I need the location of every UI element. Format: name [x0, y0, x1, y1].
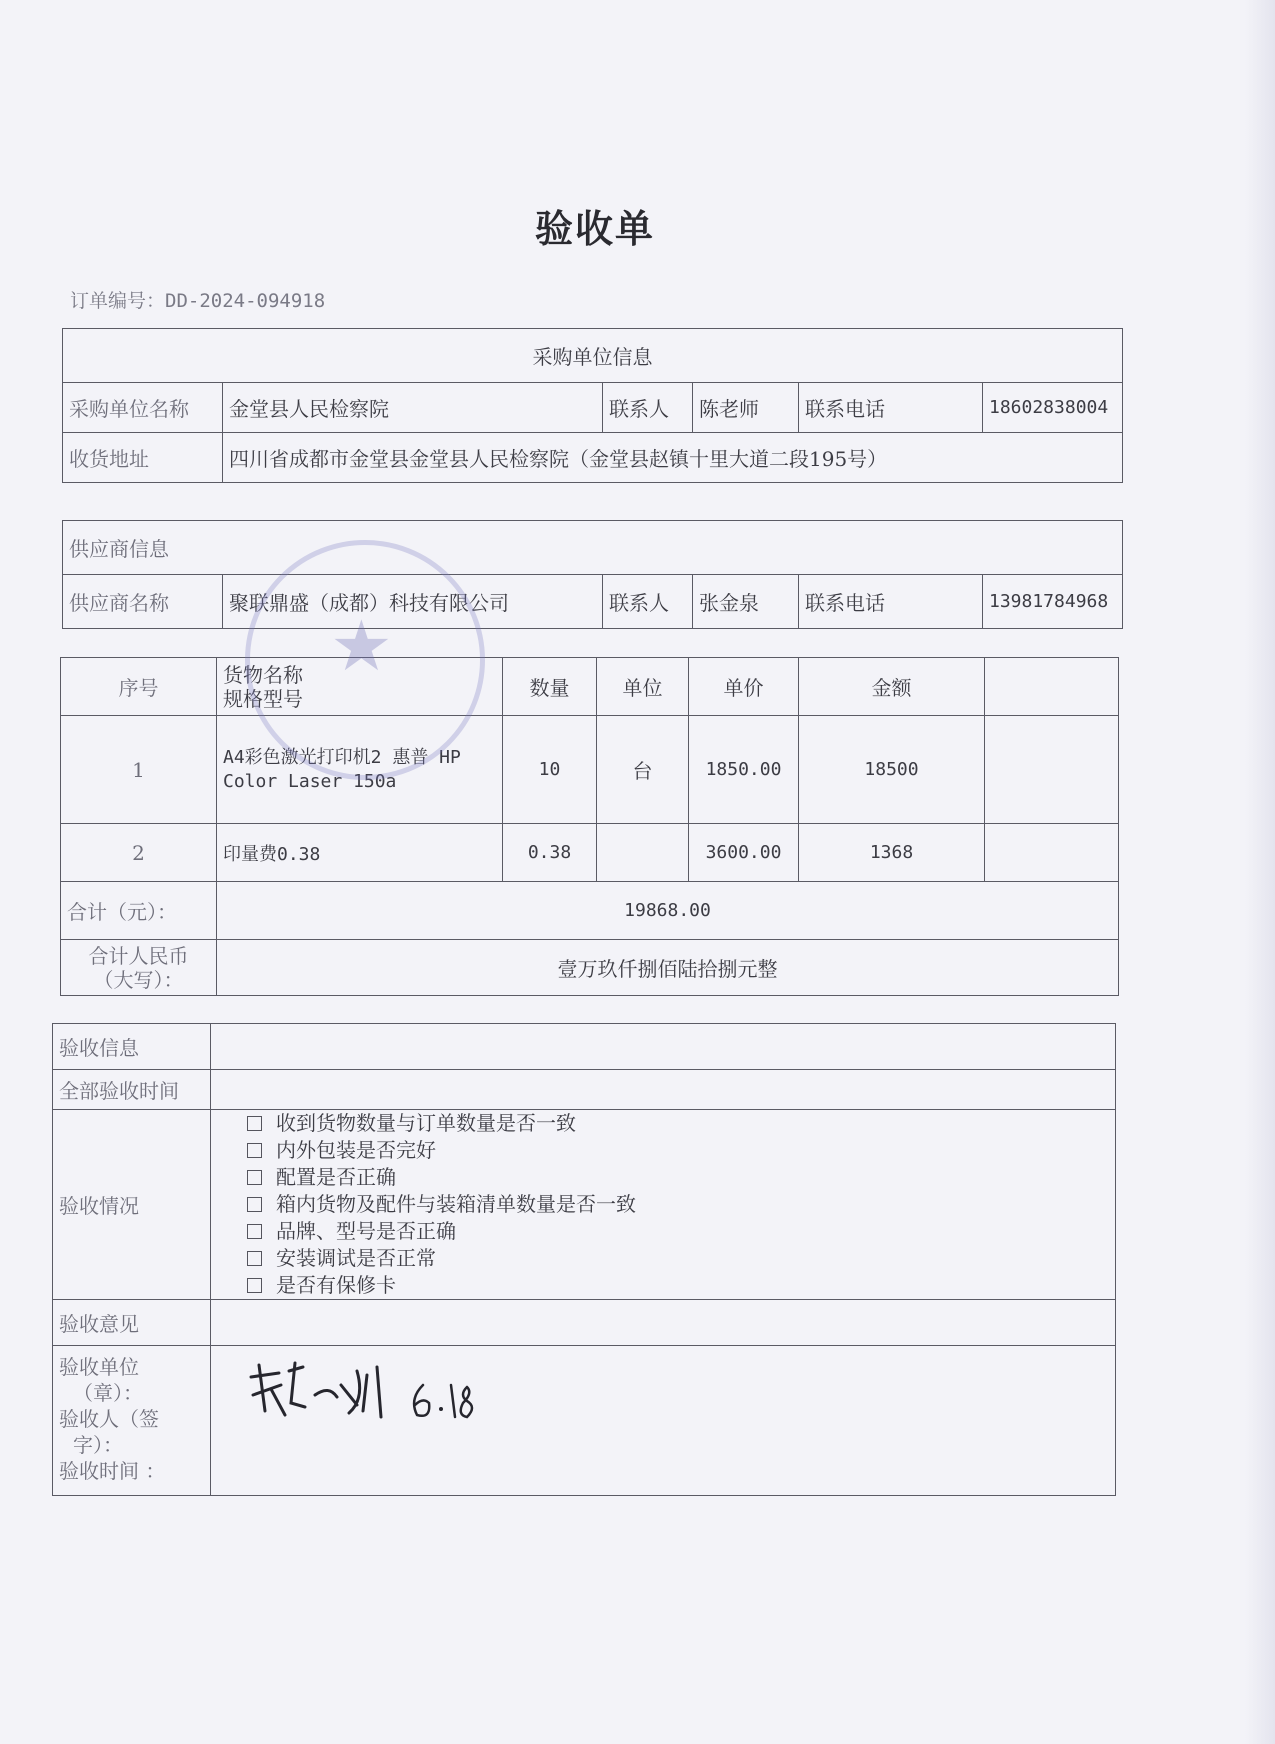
row-name: 印量费0.38: [217, 824, 503, 882]
buyer-info-table: [62, 328, 1123, 483]
checkbox[interactable]: [247, 1116, 262, 1131]
acceptance-table: [52, 1023, 1116, 1496]
total-value: 19868.00: [217, 882, 1119, 940]
supplier-phone-label: 联系电话: [799, 575, 983, 629]
buyer-phone: 18602838004: [983, 383, 1123, 433]
checklist-item[interactable]: [247, 1218, 1109, 1245]
acceptance-info-label: 验收信息: [53, 1024, 211, 1070]
header-unit: 单位: [597, 658, 689, 716]
table-row: [61, 716, 1119, 824]
goods-table: [60, 657, 1119, 996]
buyer-contact: 陈老师: [693, 383, 799, 433]
row-amount: 18500: [799, 716, 985, 824]
sign-label-seal: （章）：: [73, 1381, 143, 1405]
supplier-contact: 张金泉: [693, 575, 799, 629]
buyer-address-label: 收货地址: [63, 433, 223, 483]
order-number: 订单编号：DD-2024-094918: [70, 290, 326, 312]
row-qty: 10: [503, 716, 597, 824]
total-cn-value: 壹万玖仟捌佰陆拾捌元整: [217, 940, 1119, 996]
sign-label-person: 验收人（签: [59, 1407, 159, 1431]
acceptance-opinion-value: [211, 1300, 1116, 1346]
total-cn-label: [61, 940, 217, 996]
acceptance-info-value: [211, 1024, 1116, 1070]
header-amount: 金额: [799, 658, 985, 716]
row-price: 1850.00: [689, 716, 799, 824]
acceptance-status-label: 验收情况: [53, 1110, 211, 1300]
row-name: A4彩色激光打印机2 惠普 HP Color Laser 150a: [217, 716, 503, 824]
supplier-phone: 13981784968: [983, 575, 1123, 629]
checkbox[interactable]: [247, 1143, 262, 1158]
stamp-star-icon: ★: [330, 605, 393, 687]
checklist-label: 内外包装是否完好: [276, 1138, 436, 1162]
checklist-label: 收到货物数量与订单数量是否一致: [276, 1111, 576, 1135]
buyer-name-label: 采购单位名称: [63, 383, 223, 433]
supplier-info-table: [62, 520, 1123, 629]
row-extra: [985, 716, 1119, 824]
page-shadow: [1245, 0, 1275, 1744]
row-seq: 2: [61, 824, 217, 882]
supplier-section-title: 供应商信息: [63, 521, 1123, 575]
row-unit: 台: [597, 716, 689, 824]
checkbox[interactable]: [247, 1224, 262, 1239]
row-seq: 1: [61, 716, 217, 824]
checklist-item[interactable]: [247, 1191, 1109, 1218]
buyer-name: 金堂县人民检察院: [223, 383, 603, 433]
checklist-label: 是否有保修卡: [276, 1273, 396, 1297]
buyer-contact-label: 联系人: [603, 383, 693, 433]
row-extra: [985, 824, 1119, 882]
header-price: 单价: [689, 658, 799, 716]
row-amount: 1368: [799, 824, 985, 882]
row-unit: [597, 824, 689, 882]
table-row: [61, 824, 1119, 882]
supplier-name-label: 供应商名称: [63, 575, 223, 629]
total-cn-label-line1: 合计人民币: [88, 943, 189, 968]
total-label: 合计（元）：: [61, 882, 217, 940]
row-price: 3600.00: [689, 824, 799, 882]
acceptance-sign-labels: [53, 1346, 211, 1496]
header-name-line1: 货物名称: [223, 662, 303, 687]
supplier-contact-label: 联系人: [603, 575, 693, 629]
checklist-item[interactable]: [247, 1272, 1109, 1299]
acceptance-checklist: [217, 1110, 1109, 1299]
total-cn-label-line2: （大写）：: [93, 967, 184, 992]
document-title: 验收单: [534, 206, 655, 251]
acceptance-time-value: [211, 1070, 1116, 1110]
checklist-label: 品牌、型号是否正确: [276, 1219, 456, 1243]
checklist-label: 箱内货物及配件与装箱清单数量是否一致: [276, 1192, 636, 1216]
acceptance-checklist-cell: [211, 1110, 1116, 1300]
acceptance-time-label: 全部验收时间: [53, 1070, 211, 1110]
checkbox[interactable]: [247, 1278, 262, 1293]
header-blank: [985, 658, 1119, 716]
checklist-label: 安装调试是否正常: [276, 1246, 436, 1270]
checklist-item[interactable]: [247, 1137, 1109, 1164]
buyer-address: 四川省成都市金堂县金堂县人民检察院（金堂县赵镇十里大道二段195号）: [223, 433, 1123, 483]
checkbox[interactable]: [247, 1251, 262, 1266]
sign-label-time: 验收时间 ：: [59, 1459, 166, 1483]
sign-label-person-cont: 字）：: [73, 1433, 123, 1457]
header-name-line2: 规格型号: [223, 686, 303, 711]
acceptance-opinion-label: 验收意见: [53, 1300, 211, 1346]
checklist-item[interactable]: [247, 1110, 1109, 1137]
signature-cell: [211, 1346, 1116, 1496]
supplier-name: 聚联鼎盛（成都）科技有限公司: [223, 575, 603, 629]
row-qty: 0.38: [503, 824, 597, 882]
checkbox[interactable]: [247, 1197, 262, 1212]
buyer-section-title: 采购单位信息: [63, 329, 1123, 383]
buyer-phone-label: 联系电话: [799, 383, 983, 433]
checklist-item[interactable]: [247, 1245, 1109, 1272]
header-qty: 数量: [503, 658, 597, 716]
header-seq: 序号: [61, 658, 217, 716]
checkbox[interactable]: [247, 1170, 262, 1185]
checklist-item[interactable]: [247, 1164, 1109, 1191]
header-name: [217, 658, 503, 716]
checklist-label: 配置是否正确: [276, 1165, 396, 1189]
sign-label-unit: 验收单位: [59, 1355, 139, 1379]
